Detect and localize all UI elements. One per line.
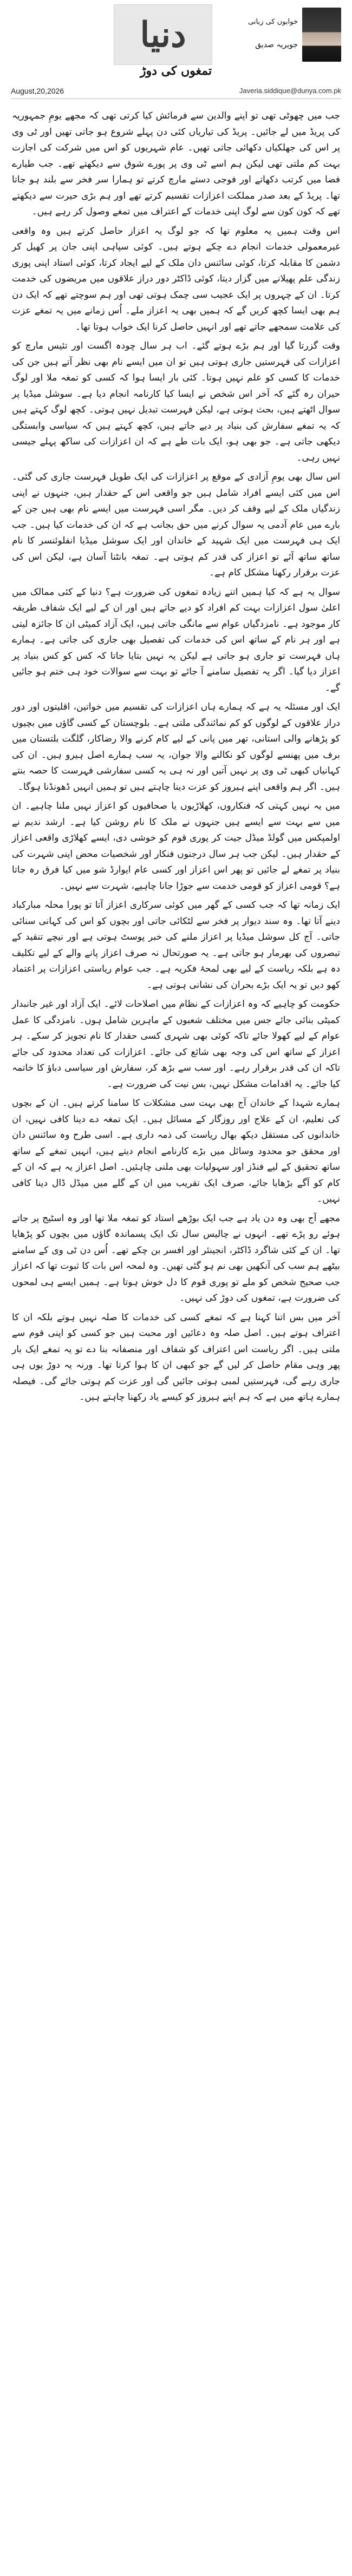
author-name: جویریہ صدیق: [255, 41, 298, 49]
article-paragraph: آخر میں بس اتنا کہنا ہے کہ تمغے کسی کی خدمات کا صلہ نہیں ہوتے بلکہ ان کا اعتراف ہوتے ہیں۔ اصل صلہ وہ دعائیں اور محبت ہیں جو کسی کو اپنی قوم سے ملتی ہیں۔ اگر ریاست اس اعتراف کو شفاف اور منصفانہ بنا دے تو یہ تمغے ایک بار پھر وہی مقام حاصل کر لیں گے جو کبھی ان کا ہوا کرتا تھا۔ ورنہ یہ دوڑ یوں ہی جاری رہے گی، فہرستیں لمبی ہوتی جائیں گی اور عزت کم ہوتی جائے گی۔ فیصلہ ہمارے ہاتھ میں ہے کہ ہم اپنے ہیروز کو کیسے یاد رکھنا چاہتے ہیں۔: [12, 1312, 340, 1402]
article-paragraph: ایک زمانہ تھا کہ جب کسی کے گھر میں کوئی سرکاری اعزاز آتا تو پورا محلہ مبارکباد دینے آتا تھا۔ وہ سند دیوار پر فخر سے لٹکائی جاتی اور بچوں کو اس کی کہانی سنائی جاتی۔ آج کل سوشل میڈیا پر اعزاز ملنے کی خبر پوسٹ ہوتی ہے اور نیچے تنقید کے تبصروں کی بھرمار ہو جاتی ہے۔ یہ صورتحال نہ صرف اعزاز پانے والے کے لیے تکلیف دہ ہے بلکہ ریاست کے لیے بھی لمحۂ فکریہ ہے۔ جب عوام ریاستی اعزازات پر اعتماد کھو دیں تو یہ ایک بڑے بحران کی نشانی ہوتی ہے۔: [12, 900, 340, 991]
article-paragraph: جب میں چھوٹی تھی تو اپنے والدین سے فرمائش کیا کرتی تھی کہ مجھے یومِ جمہوریہ کی پریڈ میں لے جائیں۔ پریڈ کی تیاریاں کئی دن پہلے شروع ہو جاتی تھیں اور ٹی وی پر اس کی جھلکیاں دکھائی جاتی تھیں۔ عام شہریوں کو اس میں شرکت کی اجازت بہت کم ملتی تھی لیکن ہم اسے ٹی وی پر پورے شوق سے دیکھتے تھے۔ جب طیارے فضا میں کرتب دکھاتے اور فوجی دستے مارچ کرتے تو ہمارا سر فخر سے بلند ہو جاتا تھا۔ پریڈ کے بعد صدر مملکت اعزازات تقسیم کرتے تھے اور ہم بڑی حیرت سے دیکھتے تھے کہ کون کون سے لوگ اپنی خدمات کے اعتراف میں تمغے وصول کر رہے ہیں۔: [12, 110, 340, 217]
publish-date: August,20,2026: [11, 87, 64, 95]
article-paragraph: سوال یہ ہے کہ کیا ہمیں اتنے زیادہ تمغوں کی ضرورت ہے؟ دنیا کے کئی ممالک میں اعلیٰ سول اعزازات بہت کم افراد کو دیے جاتے ہیں اور ان کے لیے ایک شفاف طریقہ کار موجود ہے۔ نامزدگیاں عوام سے مانگی جاتی ہیں، ایک آزاد کمیٹی ان کا جائزہ لیتی ہے اور ہر نام کے ساتھ اس کی خدمات کی تفصیل بھی جاری کی جاتی ہے۔ ہمارے ہاں فہرست تو جاری ہو جاتی ہے لیکن یہ نہیں بتایا جاتا کہ کس کو کس بنیاد پر اعزاز دیا گیا۔ اگر یہ تفصیل سامنے آ جائے تو بہت سے سوالات خود ہی ختم ہو جائیں گے۔: [12, 586, 340, 693]
author-box: [244, 8, 341, 67]
newspaper-logo: [114, 4, 212, 65]
logo-text: دنیا: [140, 14, 186, 55]
article-paragraph: اس وقت ہمیں یہ معلوم تھا کہ جو لوگ یہ اعزاز حاصل کرتے ہیں وہ واقعی غیرمعمولی خدمات انجام دے چکے ہوتے ہیں۔ کوئی سپاہی اپنی جان پر کھیل کر دشمن کا مقابلہ کرتا، کوئی سائنس دان ملک کے لیے ایجاد کرتا، کوئی استاد اپنی پوری زندگی علم پھیلانے میں گزار دیتا، کوئی ڈاکٹر دور دراز علاقوں میں مریضوں کی خدمت کرتا۔ ان کے چہروں پر ایک عجیب سی چمک ہوتی تھی اور ہم سوچتے تھے کہ ایک دن ہم بھی ایسا کچھ کریں گے کہ ہمیں بھی یہ اعزاز ملے۔ اُس زمانے میں یہ تمغے عزت کی علامت سمجھے جاتے تھے اور انہیں حاصل کرنا ایک خواب ہوتا تھا۔: [12, 225, 340, 332]
article-body: [5, 108, 347, 1406]
article-paragraph: وقت گزرتا گیا اور ہم بڑے ہوتے گئے۔ اب ہر سال چودہ اگست اور تئیس مارچ کو اعزازات کی فہرستیں جاری ہوتی ہیں تو ان میں ایسے نام بھی نظر آتے ہیں جن کی خدمات کا کسی کو علم نہیں ہوتا۔ کئی بار ایسا ہوا کہ کسی کو تمغہ ملا اور لوگ حیران رہ گئے کہ آخر اس شخص نے ایسا کیا کارنامہ انجام دیا ہے۔ سوشل میڈیا پر سوال اٹھتے ہیں، بحث ہوتی ہے، لیکن فہرست تبدیل نہیں ہوتی۔ کچھ لوگ کہتے ہیں کہ یہ تمغے سفارش کی بنیاد پر دیے جاتے ہیں، کچھ کہتے ہیں کہ سیاسی وابستگی دیکھی جاتی ہے۔ جو بھی ہو، ایک بات طے ہے کہ ان اعزازات کی ساکھ پہلے جیسی نہیں رہی۔: [12, 340, 340, 463]
column-headline: تمغوں کی دوڑ: [140, 64, 212, 78]
article-paragraph: اس سال بھی یومِ آزادی کے موقع پر اعزازات کی ایک طویل فہرست جاری کی گئی۔ اس میں کئی ایسے افراد شامل ہیں جو واقعی اس کے حقدار ہیں، جنہوں نے اپنی زندگیاں ملک کے لیے وقف کر دیں۔ مگر اسی فہرست میں ایسے نام بھی ہیں جن کے بارے میں عام آدمی یہ سوال کرنے میں حق بجانب ہے کہ ان کی خدمات کیا ہیں۔ جب ایک ہی فہرست میں ایک شہید کے خاندان اور ایک سوشل میڈیا انفلوئنسر کا نام ساتھ ساتھ آئے تو اعزاز کی قدر کم ہوتی ہے۔ تمغہ بانٹنا آسان ہے، لیکن اس کی عزت برقرار رکھنا مشکل کام ہے۔: [12, 471, 340, 578]
article-paragraph: ایک اور مسئلہ یہ ہے کہ ہمارے ہاں اعزازات کی تقسیم میں خواتین، اقلیتوں اور دور دراز علاقوں کے لوگوں کو کم نمائندگی ملتی ہے۔ بلوچستان کے کسی گاؤں میں بچیوں کو پڑھانے والی استانی، تھر میں پانی کے لیے کام کرنے والا رضاکار، گلگت بلتستان میں برف میں پھنسے لوگوں کو نکالنے والا جوان، یہ سب ہمارے اصل ہیرو ہیں۔ ان کی کہانیاں کبھی ٹی وی پر نہیں آتیں اور نہ ہی یہ کسی سفارشی فہرست کا حصہ بنتے ہیں۔ اگر ہم واقعی اپنے ہیروز کو عزت دینا چاہتے ہیں تو ہمیں انہیں ڈھونڈنا ہوگا۔: [12, 702, 340, 792]
article-paragraph: میں یہ نہیں کہتی کہ فنکاروں، کھلاڑیوں یا صحافیوں کو اعزاز نہیں ملنا چاہیے۔ ان میں سے بہت سے ایسے ہیں جنہوں نے ملک کا نام روشن کیا ہے۔ ارشد ندیم نے اولمپکس میں گولڈ میڈل جیت کر پوری قوم کو خوشی دی، ایسے کھلاڑی واقعی اعزاز کے حقدار ہیں۔ لیکن جب ہر سال درجنوں فنکار اور شخصیات محض اپنی شہرت کی بنیاد پر تمغے لے جائیں تو پھر اس اعزاز اور کسی عام ایوارڈ شو میں کیا فرق رہ جاتا ہے؟ قومی اعزاز کو قومی خدمت سے جوڑا جانا چاہیے، شہرت سے نہیں۔: [12, 801, 340, 892]
article-paragraph: ہمارے شہدا کے خاندان آج بھی بہت سی مشکلات کا سامنا کرتے ہیں۔ ان کے بچوں کی تعلیم، ان کے علاج اور روزگار کے مسائل ہیں۔ ایک تمغہ دے دینا کافی نہیں، ان خاندانوں کی مستقل دیکھ بھال ریاست کی ذمہ داری ہے۔ اسی طرح وہ سائنس دان اور محقق جو محدود وسائل میں بڑے کارنامے انجام دیتے ہیں، انہیں تمغے کے ساتھ ساتھ تحقیق کے لیے فنڈز اور سہولیات بھی ملنی چاہئیں۔ اصل اعزاز یہ ہے کہ ان کے کام کو آگے بڑھایا جائے، صرف ایک تقریب میں ان کے گلے میں میڈل ڈال دینا کافی نہیں۔: [12, 1098, 340, 1204]
article-paragraph: حکومت کو چاہیے کہ وہ اعزازات کے نظام میں اصلاحات لائے۔ ایک آزاد اور غیر جانبدار کمیٹی بنائی جائے جس میں مختلف شعبوں کے ماہرین شامل ہوں۔ نامزدگی کا عمل عوام کے لیے کھولا جائے تاکہ کوئی بھی شہری کسی حقدار کا نام تجویز کر سکے۔ ہر اعزاز کے ساتھ اس کی وجہ بھی شائع کی جائے۔ اعزازات کی تعداد محدود کی جائے تاکہ ان کی قدر برقرار رہے۔ اور سب سے بڑھ کر، سفارش اور سیاسی دباؤ کا خاتمہ کیا جائے۔ یہ اقدامات مشکل نہیں، بس نیت کی ضرورت ہے۔: [12, 999, 340, 1090]
author-tagline: خوابوں کی زبانی: [248, 18, 298, 26]
article-paragraph: مجھے آج بھی وہ دن یاد ہے جب ایک بوڑھے استاد کو تمغہ ملا تھا اور وہ اسٹیج پر جاتے ہوئے رو پڑے تھے۔ انہوں نے چالیس سال تک ایک پسماندہ گاؤں میں بچوں کو پڑھایا تھا۔ ان کے کئی شاگرد ڈاکٹر، انجینئر اور افسر بن چکے تھے۔ اُس دن ٹی وی کے سامنے بیٹھے ہم سب کی آنکھیں بھی نم ہو گئی تھیں۔ وہ لمحہ اس بات کا ثبوت تھا کہ اعزاز جب صحیح شخص کو ملے تو پوری قوم کا دل خوش ہوتا ہے۔ ہمیں ایسے ہی لمحوں کی ضرورت ہے، تمغوں کی دوڑ کی نہیں۔: [12, 1212, 340, 1303]
column-header: [5, 0, 347, 108]
author-photo: [302, 8, 341, 62]
author-email: Javeria.siddique@dunya.com.pk: [239, 87, 341, 95]
